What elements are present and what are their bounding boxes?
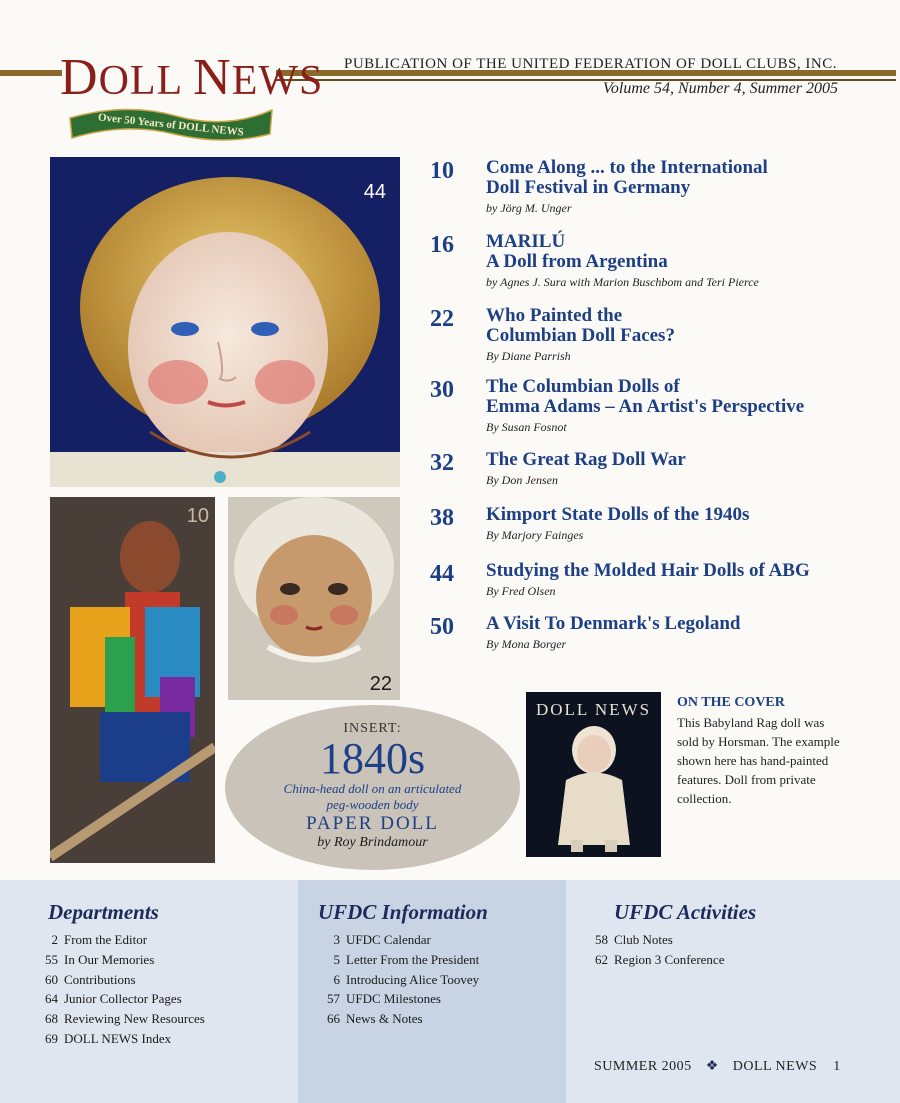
list-item[interactable] <box>310 1009 479 1029</box>
ufdc-info-list <box>310 930 479 1029</box>
cover-mini-title: DOLL NEWS <box>535 700 652 719</box>
insert-paper-doll <box>225 705 520 870</box>
toc-title-line: Doll Festival in Germany <box>486 177 691 198</box>
toc-byline: by Jörg M. Unger <box>486 201 572 215</box>
list-item-page: 66 <box>327 1011 340 1027</box>
list-item-page: 6 <box>333 971 340 987</box>
toc-page-number: 16 <box>430 232 454 258</box>
list-item-label: In Our Memories <box>64 951 155 967</box>
list-item[interactable] <box>28 989 205 1009</box>
toc-title-line: Emma Adams – An Artist's Perspective <box>486 396 805 417</box>
toc-page-number: 44 <box>430 561 454 587</box>
toc-title <box>486 614 740 634</box>
toc-title-line: MARILÚ <box>486 231 566 252</box>
cover-heading: ON THE COVER <box>677 695 785 710</box>
list-item-page: 64 <box>45 991 58 1007</box>
photo-page-number: 44 <box>363 181 386 203</box>
toc-byline: By Fred Olsen <box>486 584 556 598</box>
list-item[interactable] <box>28 950 205 970</box>
toc-title-line: Kimport State Dolls of the 1940s <box>486 504 750 525</box>
photo-page-number: 22 <box>369 673 392 695</box>
toc-title-line: Studying the Molded Hair Dolls of ABG <box>486 560 810 581</box>
list-item-page: 3 <box>333 932 340 947</box>
toc-title-line: A Visit To Denmark's Legoland <box>486 613 741 634</box>
photo-festival-puppet <box>50 497 215 863</box>
diamond-icon: ❖ <box>705 1059 719 1074</box>
list-item-page: 62 <box>595 951 608 967</box>
toc-title-line: A Doll from Argentina <box>486 251 668 272</box>
list-item-label: Letter From the President <box>346 951 480 967</box>
footer-season: SUMMER 2005 <box>594 1059 692 1074</box>
list-item[interactable] <box>28 930 205 950</box>
list-item[interactable] <box>310 950 479 970</box>
cover-caption: This Babyland Rag doll was sold by Horsman. The example shown here has hand-painted features. Doll from private collection. <box>677 715 840 806</box>
toc-byline: By Diane Parrish <box>486 349 571 363</box>
insert-desc-2: peg-wooden body <box>326 797 419 812</box>
toc-byline: By Mona Borger <box>486 637 567 651</box>
ufdc-info-title: UFDC Information <box>318 900 488 924</box>
toc-title <box>486 158 768 198</box>
toc-title <box>486 505 749 525</box>
list-item-label: DOLL NEWS Index <box>64 1030 172 1046</box>
insert-year: 1840s <box>319 734 426 783</box>
toc-byline: by Agnes J. Sura with Marion Buschbom and Teri Pierce <box>486 275 759 289</box>
page-footer <box>594 1058 841 1075</box>
list-item-page: 58 <box>595 932 608 947</box>
list-item-label: Region 3 Conference <box>614 951 725 967</box>
toc-title-line: The Columbian Dolls of <box>486 376 680 397</box>
list-item-page: 5 <box>333 951 340 967</box>
list-item[interactable] <box>28 1029 205 1049</box>
toc-page-number: 30 <box>430 377 454 403</box>
toc-title-line: The Great Rag Doll War <box>486 449 686 470</box>
footer-page-number: 1 <box>833 1059 841 1074</box>
list-item-label: Introducing Alice Toovey <box>346 971 480 987</box>
departments-list <box>28 930 205 1049</box>
insert-byline: by Roy Brindamour <box>317 835 428 850</box>
toc-page-number: 22 <box>430 306 454 332</box>
list-item-page: 2 <box>51 932 58 947</box>
photo-molded-hair-doll <box>50 157 400 487</box>
list-item-label: Reviewing New Resources <box>64 1011 205 1027</box>
list-item[interactable] <box>28 1009 205 1029</box>
list-item-label: Contributions <box>64 971 136 987</box>
list-item[interactable] <box>310 930 479 950</box>
list-item-label: News & Notes <box>346 1011 423 1027</box>
list-item-label: UFDC Calendar <box>346 932 431 947</box>
insert-desc-1: China-head doll on an articulated <box>283 781 462 796</box>
toc-page-number: 32 <box>430 450 454 476</box>
photo-columbian-doll <box>228 497 400 700</box>
header-rule-left <box>0 70 62 76</box>
banner-ribbon <box>66 100 276 144</box>
photo-page-number: 10 <box>186 505 209 527</box>
list-item-label: Junior Collector Pages <box>64 991 182 1007</box>
list-item-label: UFDC Milestones <box>346 991 441 1007</box>
toc-title-line: Come Along ... to the International <box>486 157 768 178</box>
list-item-page: 69 <box>45 1030 58 1046</box>
toc-title <box>486 561 810 581</box>
list-item[interactable] <box>578 950 724 970</box>
list-item-page: 60 <box>45 971 58 987</box>
footer-magazine: DOLL NEWS <box>732 1059 818 1074</box>
ufdc-activities-list <box>578 930 724 970</box>
list-item[interactable] <box>310 989 479 1009</box>
departments-title: Departments <box>48 900 159 924</box>
list-item-label: From the Editor <box>64 932 148 947</box>
list-item[interactable] <box>578 930 724 950</box>
ufdc-activities-title: UFDC Activities <box>614 900 757 924</box>
list-item-page: 68 <box>45 1011 58 1027</box>
list-item[interactable] <box>28 970 205 990</box>
volume-info: Volume 54, Number 4, Summer 2005 <box>602 80 838 97</box>
toc-page-number: 10 <box>430 158 454 184</box>
toc-title <box>486 377 804 417</box>
list-item[interactable] <box>310 970 479 990</box>
insert-title: PAPER DOLL <box>306 813 439 834</box>
toc-byline: By Don Jensen <box>486 473 558 487</box>
list-item-page: 57 <box>327 991 340 1007</box>
doll-news-logo: DOLL NEWS <box>60 49 324 106</box>
toc-byline: By Susan Fosnot <box>486 420 567 434</box>
toc-title-line: Columbian Doll Faces? <box>486 325 675 346</box>
toc-title <box>486 450 686 470</box>
banner-text: Over 50 Years of DOLL NEWS <box>97 111 245 139</box>
toc-page-number: 38 <box>430 505 454 531</box>
toc-title-line: Who Painted the <box>486 305 623 326</box>
toc-title <box>486 232 668 272</box>
publication-line: PUBLICATION OF THE UNITED FEDERATION OF DOLL CLUBS, INC. <box>344 56 837 72</box>
toc-title <box>486 306 675 346</box>
list-item-label: Club Notes <box>614 932 673 947</box>
toc-byline: By Marjory Fainges <box>486 528 584 542</box>
insert-label: INSERT: <box>343 721 402 736</box>
list-item-page: 55 <box>45 951 58 967</box>
cover-thumbnail <box>526 692 661 857</box>
toc-page-number: 50 <box>430 614 454 640</box>
